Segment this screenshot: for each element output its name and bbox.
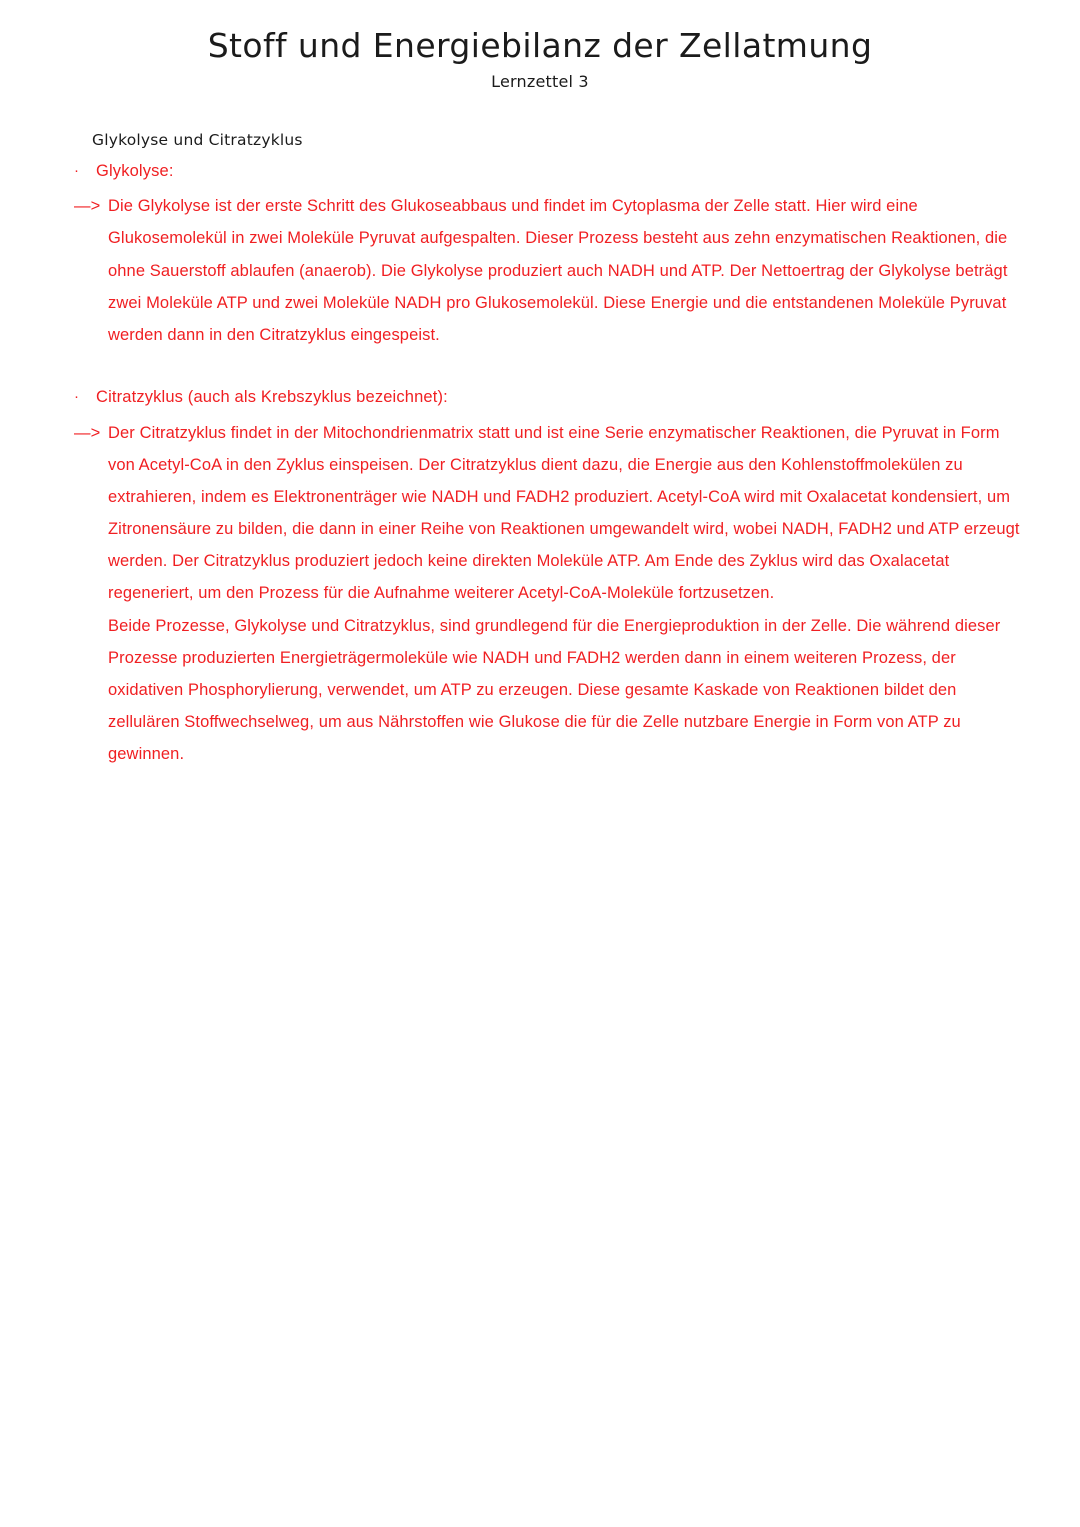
bullet-marker-icon: ·	[74, 161, 79, 179]
bullet-label: Citratzyklus (auch als Krebszyklus bezeichnet):	[96, 388, 448, 407]
section-heading: Glykolyse und Citratzyklus	[92, 130, 303, 149]
paragraph-zusammenfassung: Beide Prozesse, Glykolyse und Citratzyklus, sind grundlegend für die Energieproduktion in der Zelle. Die während dieser Prozesse produzierten Energieträgermoleküle wie NADH und FADH2 werden dann in einem weiteren Prozess, der oxidativen Phosphorylierung, verwendet, um ATP zu erzeugen. Diese gesamte Kaskade von Reaktionen bildet den zellulären Stoffwechselweg, um aus Nährstoffen wie Glukose die für die Zelle nutzbare Energie in Form von ATP zu gewinnen.	[108, 616, 1001, 764]
arrow-marker-icon: —>	[74, 423, 101, 442]
bullet-label: Glykolyse:	[96, 161, 174, 180]
page-subtitle: Lernzettel 3	[491, 71, 589, 91]
list-item	[74, 385, 1020, 411]
page-title: Stoff und Energiebilanz der Zellatmung	[207, 26, 873, 65]
paragraph-text: Die Glykolyse ist der erste Schritt des Glukoseabbaus und findet im Cytoplasma der Zelle statt. Hier wird eine Glukosemolekül in zwei Moleküle Pyruvat aufgespalten. Dieser Prozess besteht aus zehn enzymatischen Reaktionen, die ohne Sauerstoff ablaufen (anaerob). Die Glykolyse produziert auch NADH und ATP. Der Nettoertrag der Glykolyse beträgt zwei Moleküle ATP und zwei Moleküle NADH pro Glukosemolekül. Diese Energie und die entstandenen Moleküle Pyruvat werden dann in den Citratzyklus eingespeist.	[108, 197, 1008, 344]
list-item	[74, 159, 1020, 185]
arrow-marker-icon: —>	[74, 197, 101, 216]
paragraph-citratzyklus	[74, 417, 1020, 610]
document-body	[60, 131, 1020, 771]
paragraph-glykolyse	[74, 190, 1020, 351]
bullet-marker-icon: ·	[74, 388, 79, 406]
paragraph-text: Der Citratzyklus findet in der Mitochondrienmatrix statt und ist eine Serie enzymatischer Reaktionen, die Pyruvat in Form von Acetyl-CoA in den Zyklus einspeisen. Der Citratzyklus dient dazu, die Energie aus den Kohlenstoffmolekülen zu extrahieren, indem es Elektronenträger wie NADH und FADH2 produziert. Acetyl-CoA wird mit Oxalacetat kondensiert, um Zitronensäure zu bilden, die dann in einer Reihe von Reaktionen umgewandelt wird, wobei NADH, FADH2 und ATP erzeugt werden. Der Citratzyklus produziert jedoch keine direkten Moleküle ATP. Am Ende des Zyklus wird das Oxalacetat regeneriert, um den Prozess für die Aufnahme weiterer Acetyl-CoA-Moleküle fortzusetzen.	[108, 423, 1020, 603]
